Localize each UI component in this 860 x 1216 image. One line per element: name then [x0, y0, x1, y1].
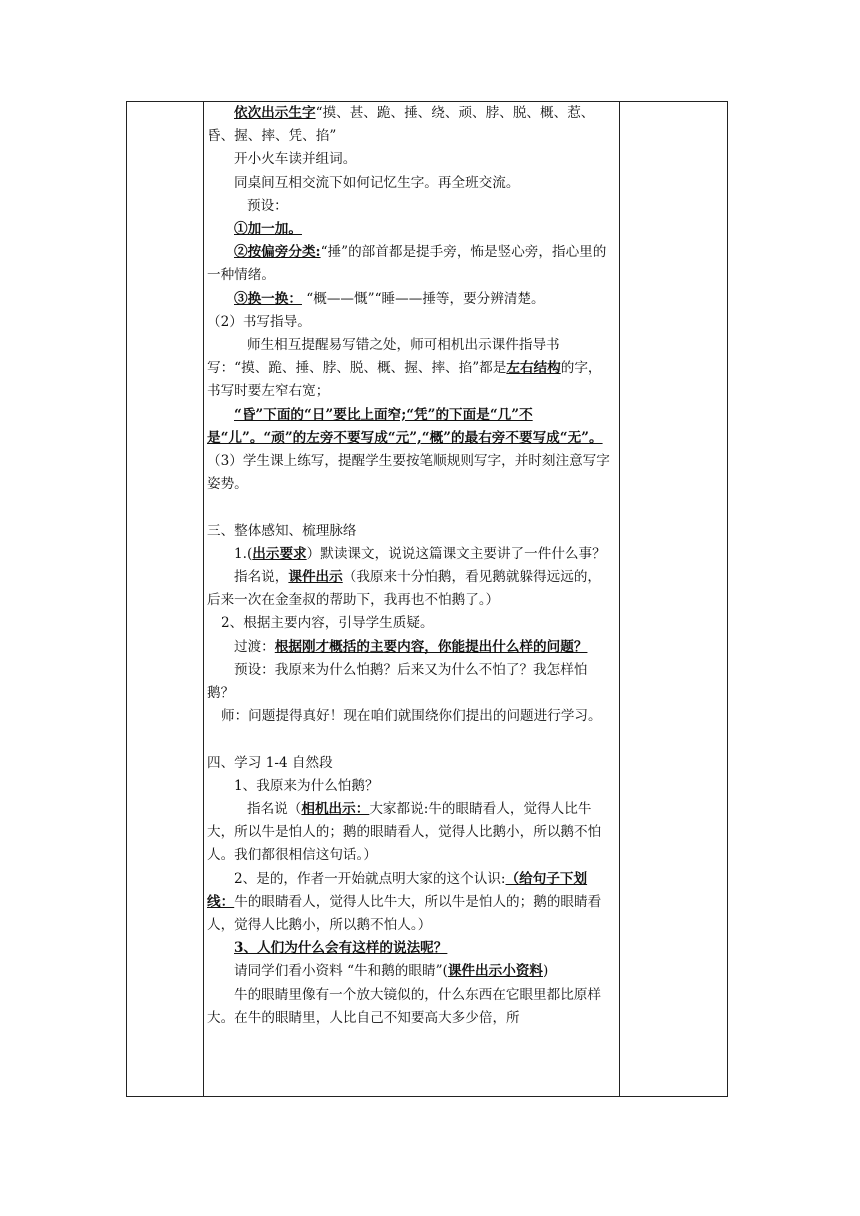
blank-line [207, 496, 614, 519]
text-run: ) [543, 963, 549, 980]
lesson-paragraph [207, 937, 614, 960]
lesson-paragraph [207, 218, 614, 241]
text-run: 的字，书写时要左窄右宽； [207, 360, 602, 400]
column-divider-left [203, 102, 204, 1096]
lesson-paragraph [207, 636, 614, 659]
text-run: （3）学生课上练写，提醒学生要按笔顺规则写字，并时刻注意写字姿势。 [207, 453, 610, 493]
lesson-paragraph [207, 984, 614, 1030]
emphasized-text: 左右结构 [506, 360, 561, 377]
lesson-paragraph [207, 960, 614, 983]
text-run: （我原来十分怕鹅，看见鹅就躲得远远的，后来一次在金奎叔的帮助下，我再也不怕鹅了。） [207, 569, 602, 609]
text-run: 开小火车读并组词。 [234, 151, 357, 168]
emphasized-text: 课件出示小资料 [447, 963, 543, 980]
lesson-content-cell [207, 102, 614, 1030]
emphasized-text: 依次出示生字 [234, 105, 316, 121]
lesson-paragraph [207, 752, 614, 775]
emphasized-text: ②按偏旁分类: [234, 244, 321, 261]
lesson-paragraph [207, 543, 614, 566]
lesson-paragraph [207, 868, 614, 938]
lesson-paragraph [207, 612, 614, 635]
text-run: 牛的眼睛里像有一个放大镜似的，什么东西在它眼里都比原样大。在牛的眼睛里，人比自己不知要高大多少倍，所 [207, 986, 602, 1026]
lesson-paragraph [207, 705, 614, 728]
text-run: 预设： [247, 197, 288, 214]
lesson-paragraph [207, 450, 614, 496]
text-run: 2、根据主要内容，引导学生质疑。 [221, 615, 434, 632]
emphasized-text: 课件出示 [288, 569, 343, 586]
text-run: 过渡： [234, 638, 275, 655]
text-run: （2）书写指导。 [207, 313, 311, 330]
text-run: 1.( [234, 545, 253, 562]
emphasized-text: 根据刚才概括的主要内容，你能提出什么样的问题？ [274, 638, 588, 655]
text-run: “概——慨”“睡——捶等，要分辨清楚。 [301, 290, 545, 307]
emphasized-text: 3、人们为什么会有这样的说法呢？ [234, 940, 448, 957]
lesson-paragraph [207, 172, 614, 195]
lesson-paragraph [207, 404, 614, 450]
text-run: ）默读课文，说说这篇课文主要讲了一件什么事？ [306, 545, 606, 562]
text-run: 1、我原来为什么怕鹅？ [234, 777, 379, 794]
lesson-paragraph [207, 520, 614, 543]
emphasized-text: ③换一换： [234, 290, 302, 307]
text-run: 同桌间互相交流下如何记忆生字。再全班交流。 [234, 174, 520, 191]
text-run: 指名说（ [247, 801, 302, 818]
lesson-paragraph [207, 334, 614, 404]
blank-line [207, 728, 614, 751]
lesson-paragraph [207, 775, 614, 798]
emphasized-text: “昏”下面的“日”要比上面窄;“凭”的下面是“几”不是“儿”。“顽”的左旁不要写成“元”,“概”的最右旁不要写成“无”。 [207, 406, 603, 446]
emphasized-text: （给句子下划线： [207, 870, 588, 910]
lesson-paragraph [207, 288, 614, 311]
text-run: 师生相互提醒易写错之处，师可相机出示课件指导书写：“摸、跪、捶、脖、脱、概、握、摔、掐”都是 [207, 337, 560, 377]
text-run: 师：问题提得真好！现在咱们就围绕你们提出的问题进行学习。 [221, 708, 602, 725]
lesson-plan-table [126, 101, 728, 1097]
emphasized-text: 出示要求 [252, 545, 307, 562]
text-run: 指名说， [234, 569, 289, 586]
text-run: “捶”的部首都是提手旁，怖是竖心旁，指心里的一种情绪。 [207, 244, 607, 284]
lesson-paragraph [207, 102, 614, 148]
lesson-paragraph [207, 659, 614, 705]
text-run: 三、整体感知、梳理脉络 [207, 522, 357, 539]
text-run: 四、学习 1-4 自然段 [207, 754, 333, 771]
text-run: 2、是的，作者一开始就点明大家的这个认识: [234, 870, 506, 887]
text-run: 请同学们看小资料 “牛和鹅的眼睛”( [234, 963, 448, 980]
lesson-paragraph [207, 241, 614, 287]
text-run: 预设：我原来为什么怕鹅？后来又为什么不怕了？我怎样怕鹅？ [207, 661, 588, 702]
lesson-paragraph [207, 311, 614, 334]
text-run: “摸、甚、跪、捶、绕、顽、脖、脱、概、惹、昏、握、摔、凭、掐” [207, 105, 595, 145]
text-run: 大家都说:牛的眼睛看人，觉得人比牛大，所以牛是怕人的；鹅的眼睛看人，觉得人比鹅小，所以鹅不怕人。我们都很相信这句话。） [207, 801, 602, 864]
lesson-paragraph [207, 566, 614, 612]
lesson-paragraph [207, 195, 614, 218]
column-divider-right [619, 102, 620, 1096]
text-run: 牛的眼睛看人，觉得人比牛大，所以牛是怕人的；鹅的眼睛看人，觉得人比鹅小，所以鹅不怕人。） [207, 893, 602, 934]
emphasized-text: ①加一加。 [234, 221, 302, 238]
emphasized-text: 相机出示： [301, 801, 370, 818]
lesson-paragraph [207, 148, 614, 171]
lesson-paragraph [207, 798, 614, 868]
